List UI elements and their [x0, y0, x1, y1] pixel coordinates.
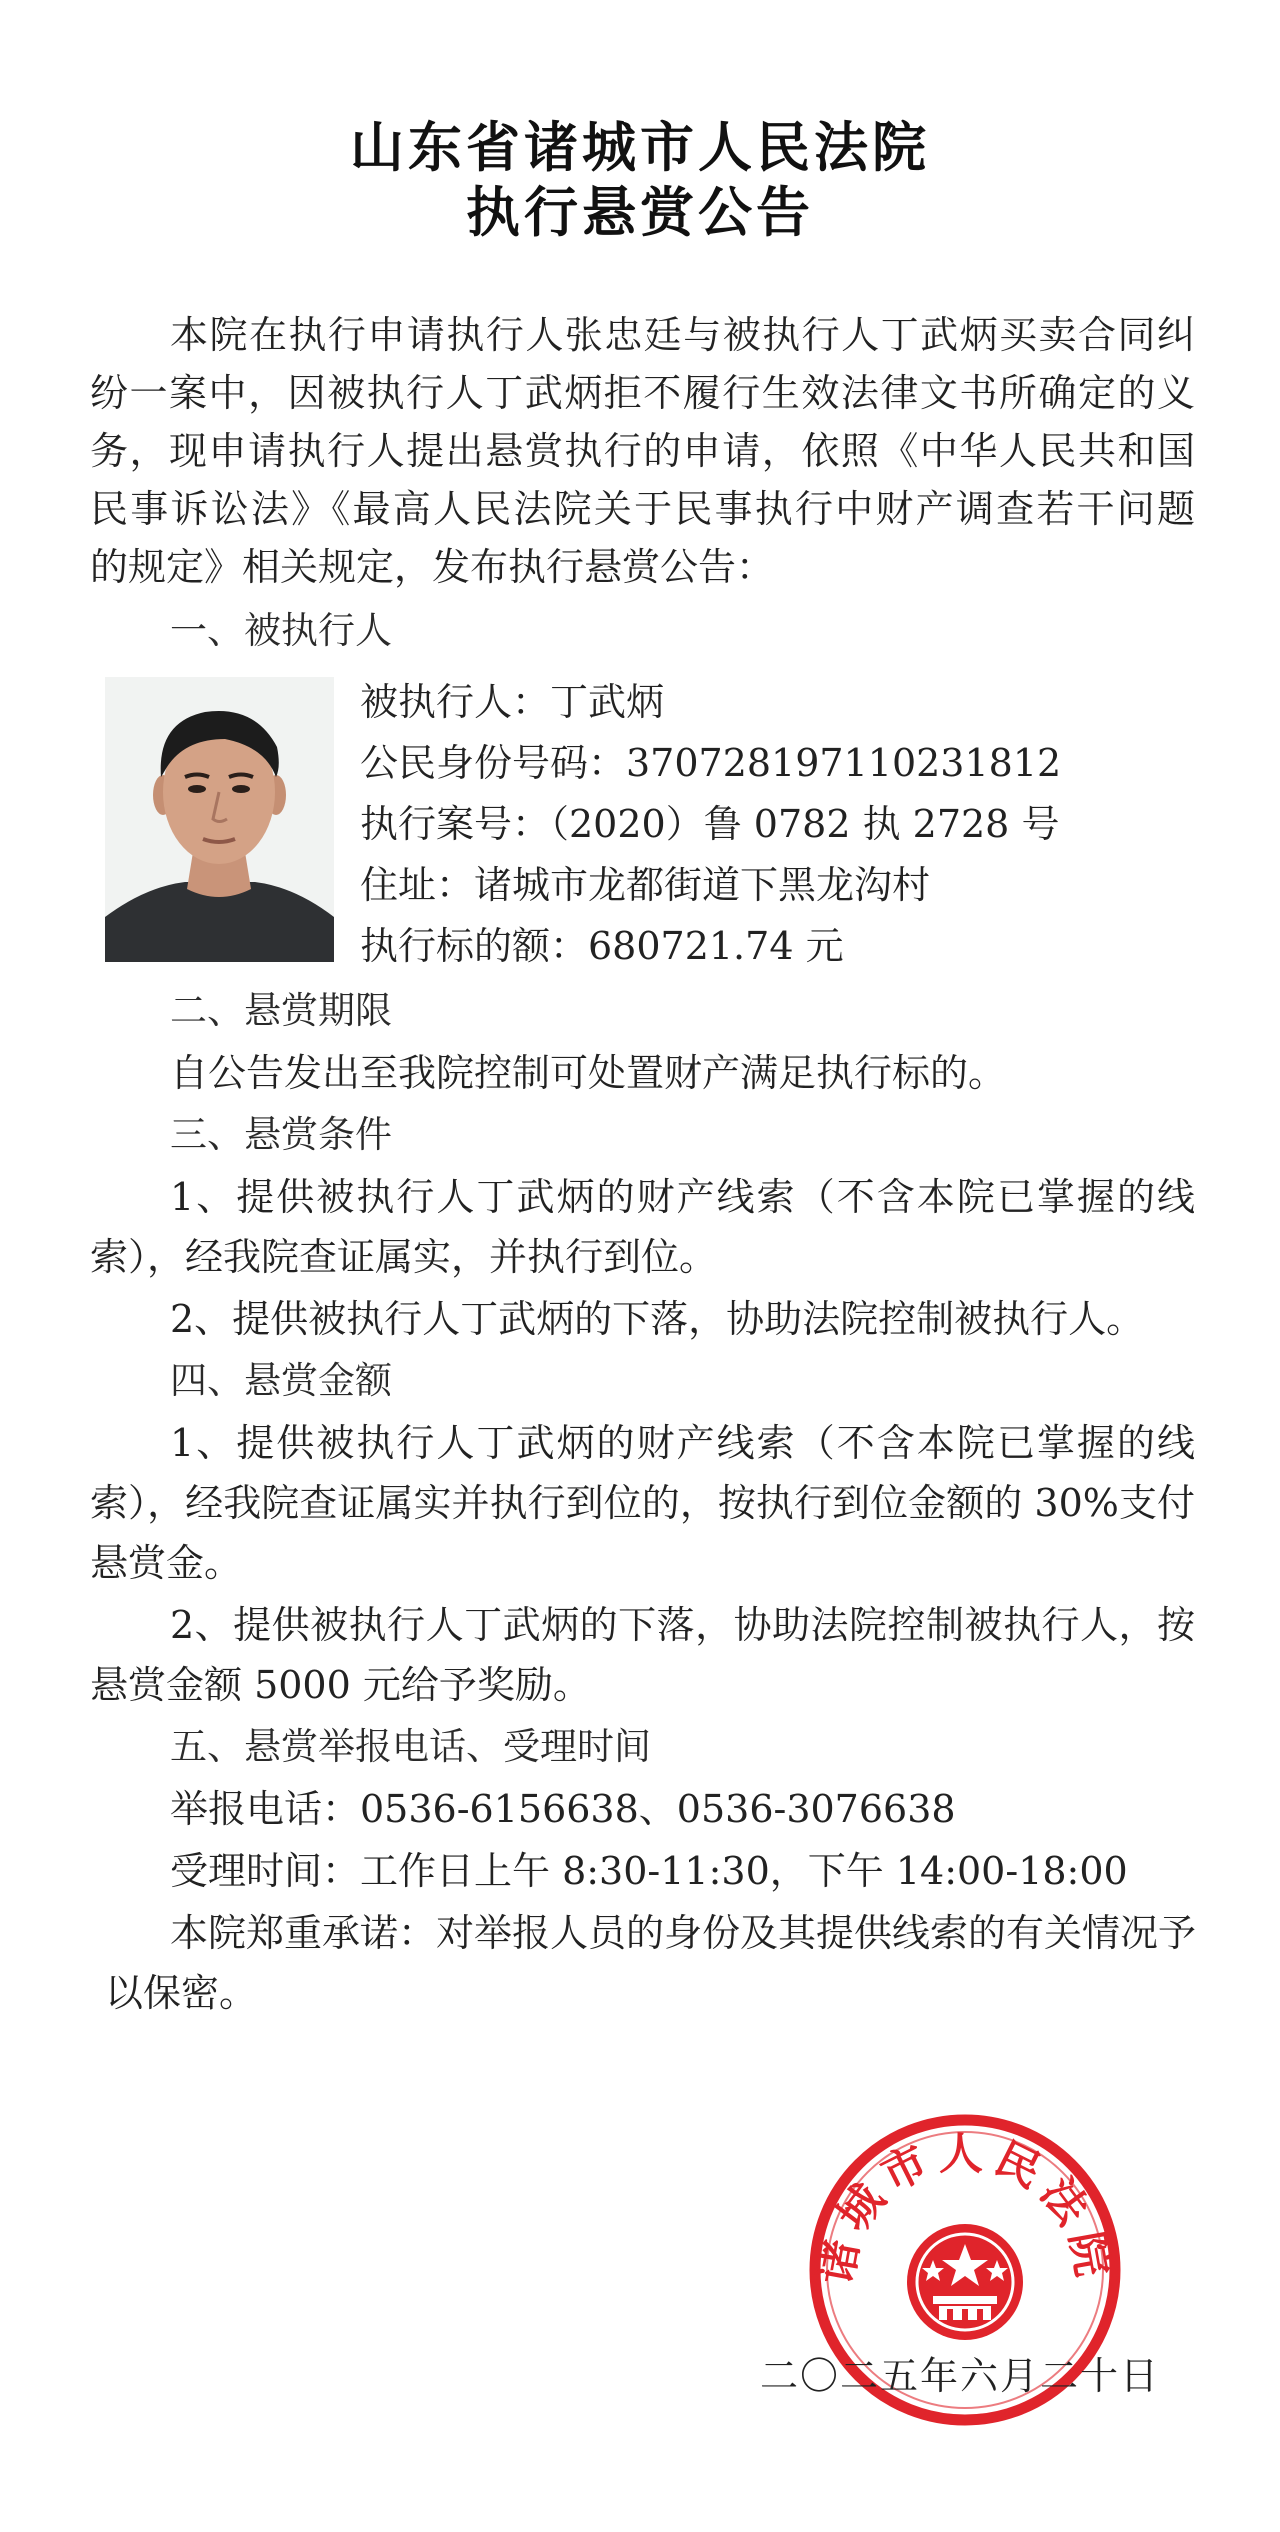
- condition-1-line-1: 1、提供被执行人丁武炳的财产线索（不含本院已掌握的线: [170, 1175, 1195, 1219]
- debtor-name: 被执行人：丁武炳: [360, 680, 665, 724]
- section2-heading: 二、悬赏期限: [170, 989, 392, 1032]
- notice-title-court: 山东省诸城市人民法院: [350, 115, 930, 179]
- amount-1-line-2: 索），经我院查证属实并执行到位的，按执行到位金额的 30%支付: [90, 1481, 1195, 1525]
- intro-line-3: 务，现申请执行人提出悬赏执行的申请，依照《中华人民共和国: [90, 429, 1195, 473]
- amount-1-line-3: 悬赏金。: [90, 1541, 243, 1585]
- confidentiality-line-2: 以保密。: [105, 1971, 258, 2015]
- intro-line-4: 民事诉讼法》《最高人民法院关于民事执行中财产调查若干问题: [90, 487, 1195, 531]
- intro-line-5: 的规定》相关规定，发布执行悬赏公告：: [90, 545, 775, 589]
- svg-text:诸城市人民法院: 诸城市人民法院: [810, 2128, 1120, 2289]
- report-phone: 举报电话：0536-6156638、0536-3076638: [170, 1787, 956, 1831]
- notice-title-type: 执行悬赏公告: [466, 180, 814, 244]
- amount-1-line-1: 1、提供被执行人丁武炳的财产线索（不含本院已掌握的线: [170, 1421, 1195, 1465]
- section5-heading: 五、悬赏举报电话、受理时间: [170, 1725, 651, 1768]
- amount-2-line-1: 2、提供被执行人丁武炳的下落，协助法院控制被执行人，按: [170, 1603, 1195, 1647]
- office-hours: 受理时间：工作日上午 8:30-11:30，下午 14:00-18:00: [170, 1849, 1128, 1893]
- reward-period-text: 自公告发出至我院控制可处置财产满足执行标的。: [170, 1051, 1007, 1095]
- intro-line-2: 纷一案中，因被执行人丁武炳拒不履行生效法律文书所确定的义: [90, 371, 1195, 415]
- condition-2: 2、提供被执行人丁武炳的下落，协助法院控制被执行人。: [170, 1297, 1145, 1341]
- debtor-id-number: 公民身份号码：370728197110231812: [360, 741, 1062, 785]
- person-photo: [105, 677, 334, 962]
- section3-heading: 三、悬赏条件: [170, 1113, 392, 1156]
- execution-amount: 执行标的额：680721.74 元: [360, 924, 844, 968]
- amount-2-line-2: 悬赏金额 5000 元给予奖励。: [90, 1663, 591, 1707]
- intro-line-1: 本院在执行申请执行人张忠廷与被执行人丁武炳买卖合同纠: [170, 313, 1195, 357]
- section4-heading: 四、悬赏金额: [170, 1359, 392, 1402]
- debtor-address: 住址：诸城市龙都街道下黑龙沟村: [360, 863, 931, 907]
- portrait-image: [105, 677, 334, 962]
- case-number: 执行案号：（2020）鲁 0782 执 2728 号: [360, 802, 1060, 846]
- section1-heading: 一、被执行人: [170, 609, 392, 652]
- issue-date: 二〇二五年六月二十日: [760, 2354, 1161, 2398]
- confidentiality-line-1: 本院郑重承诺：对举报人员的身份及其提供线索的有关情况予: [170, 1911, 1197, 1955]
- condition-1-line-2: 索），经我院查证属实，并执行到位。: [90, 1235, 718, 1279]
